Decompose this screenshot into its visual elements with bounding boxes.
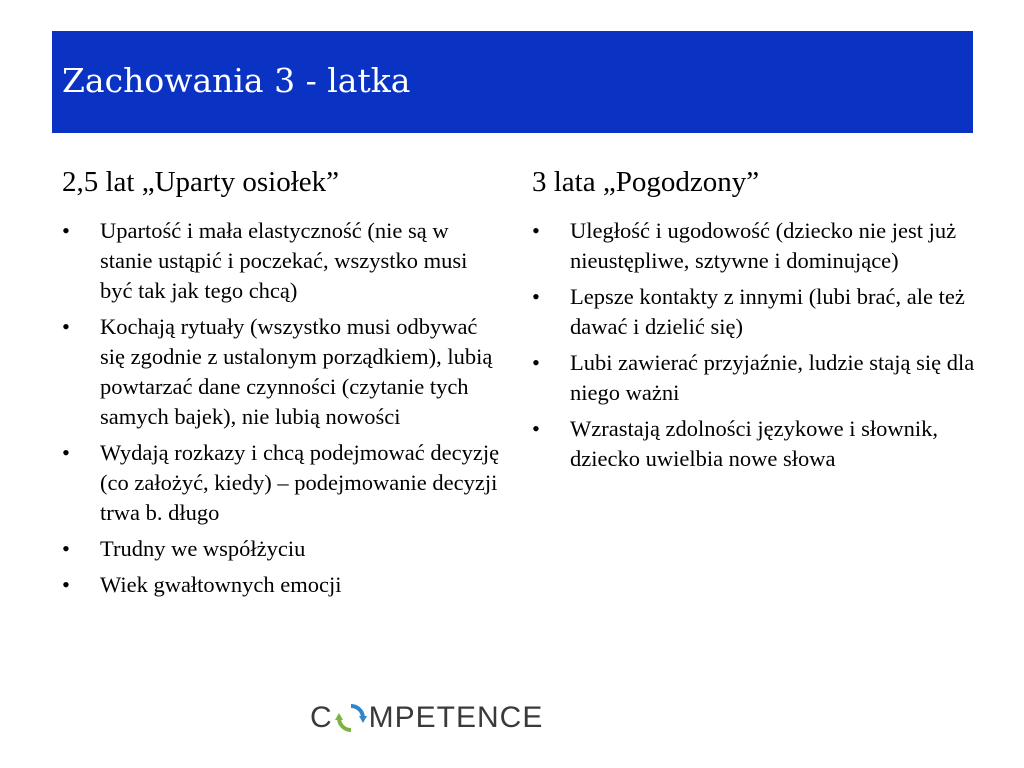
list-item: • Trudny we współżyciu: [62, 534, 502, 564]
right-column-heading: 3 lata „Pogodzony”: [532, 166, 760, 198]
list-item: • Lepsze kontakty z innymi (lubi brać, ale też dawać i dzielić się): [532, 282, 977, 342]
left-bullet-list: [62, 216, 502, 600]
list-item: • Lubi zawierać przyjaźnie, ludzie stają się dla niego ważni: [532, 348, 977, 408]
competence-logo: [310, 698, 543, 738]
list-item: • Upartość i mała elastyczność (nie są w stanie ustąpić i poczekać, wszystko musi być tak jak tego chcą): [62, 216, 502, 306]
right-bullet-list: [532, 216, 977, 474]
left-column: [62, 162, 502, 606]
left-column-heading: 2,5 lat „Uparty osiołek”: [62, 166, 340, 198]
circular-arrows-icon: [335, 702, 367, 734]
logo-letter-c: C: [310, 701, 333, 734]
list-item: • Wiek gwałtownych emocji: [62, 570, 502, 600]
list-item: • Wzrastają zdolności językowe i słownik, dziecko uwielbia nowe słowa: [532, 414, 977, 474]
logo-text-rest: MPETENCE: [368, 701, 544, 734]
slide-title: Zachowania 3 - latka: [62, 61, 411, 100]
title-bar: [52, 31, 973, 133]
list-item: • Wydają rozkazy i chcą podejmować decyzję (co założyć, kiedy) – podejmowanie decyzji trwa b. długo: [62, 438, 502, 528]
list-item: • Uległość i ugodowość (dziecko nie jest już nieustępliwe, sztywne i dominujące): [532, 216, 977, 276]
list-item: • Kochają rytuały (wszystko musi odbywać się zgodnie z ustalonym porządkiem), lubią powtarzać dane czynności (czytanie tych samych bajek), nie lubią nowości: [62, 312, 502, 432]
right-column: [532, 162, 977, 480]
